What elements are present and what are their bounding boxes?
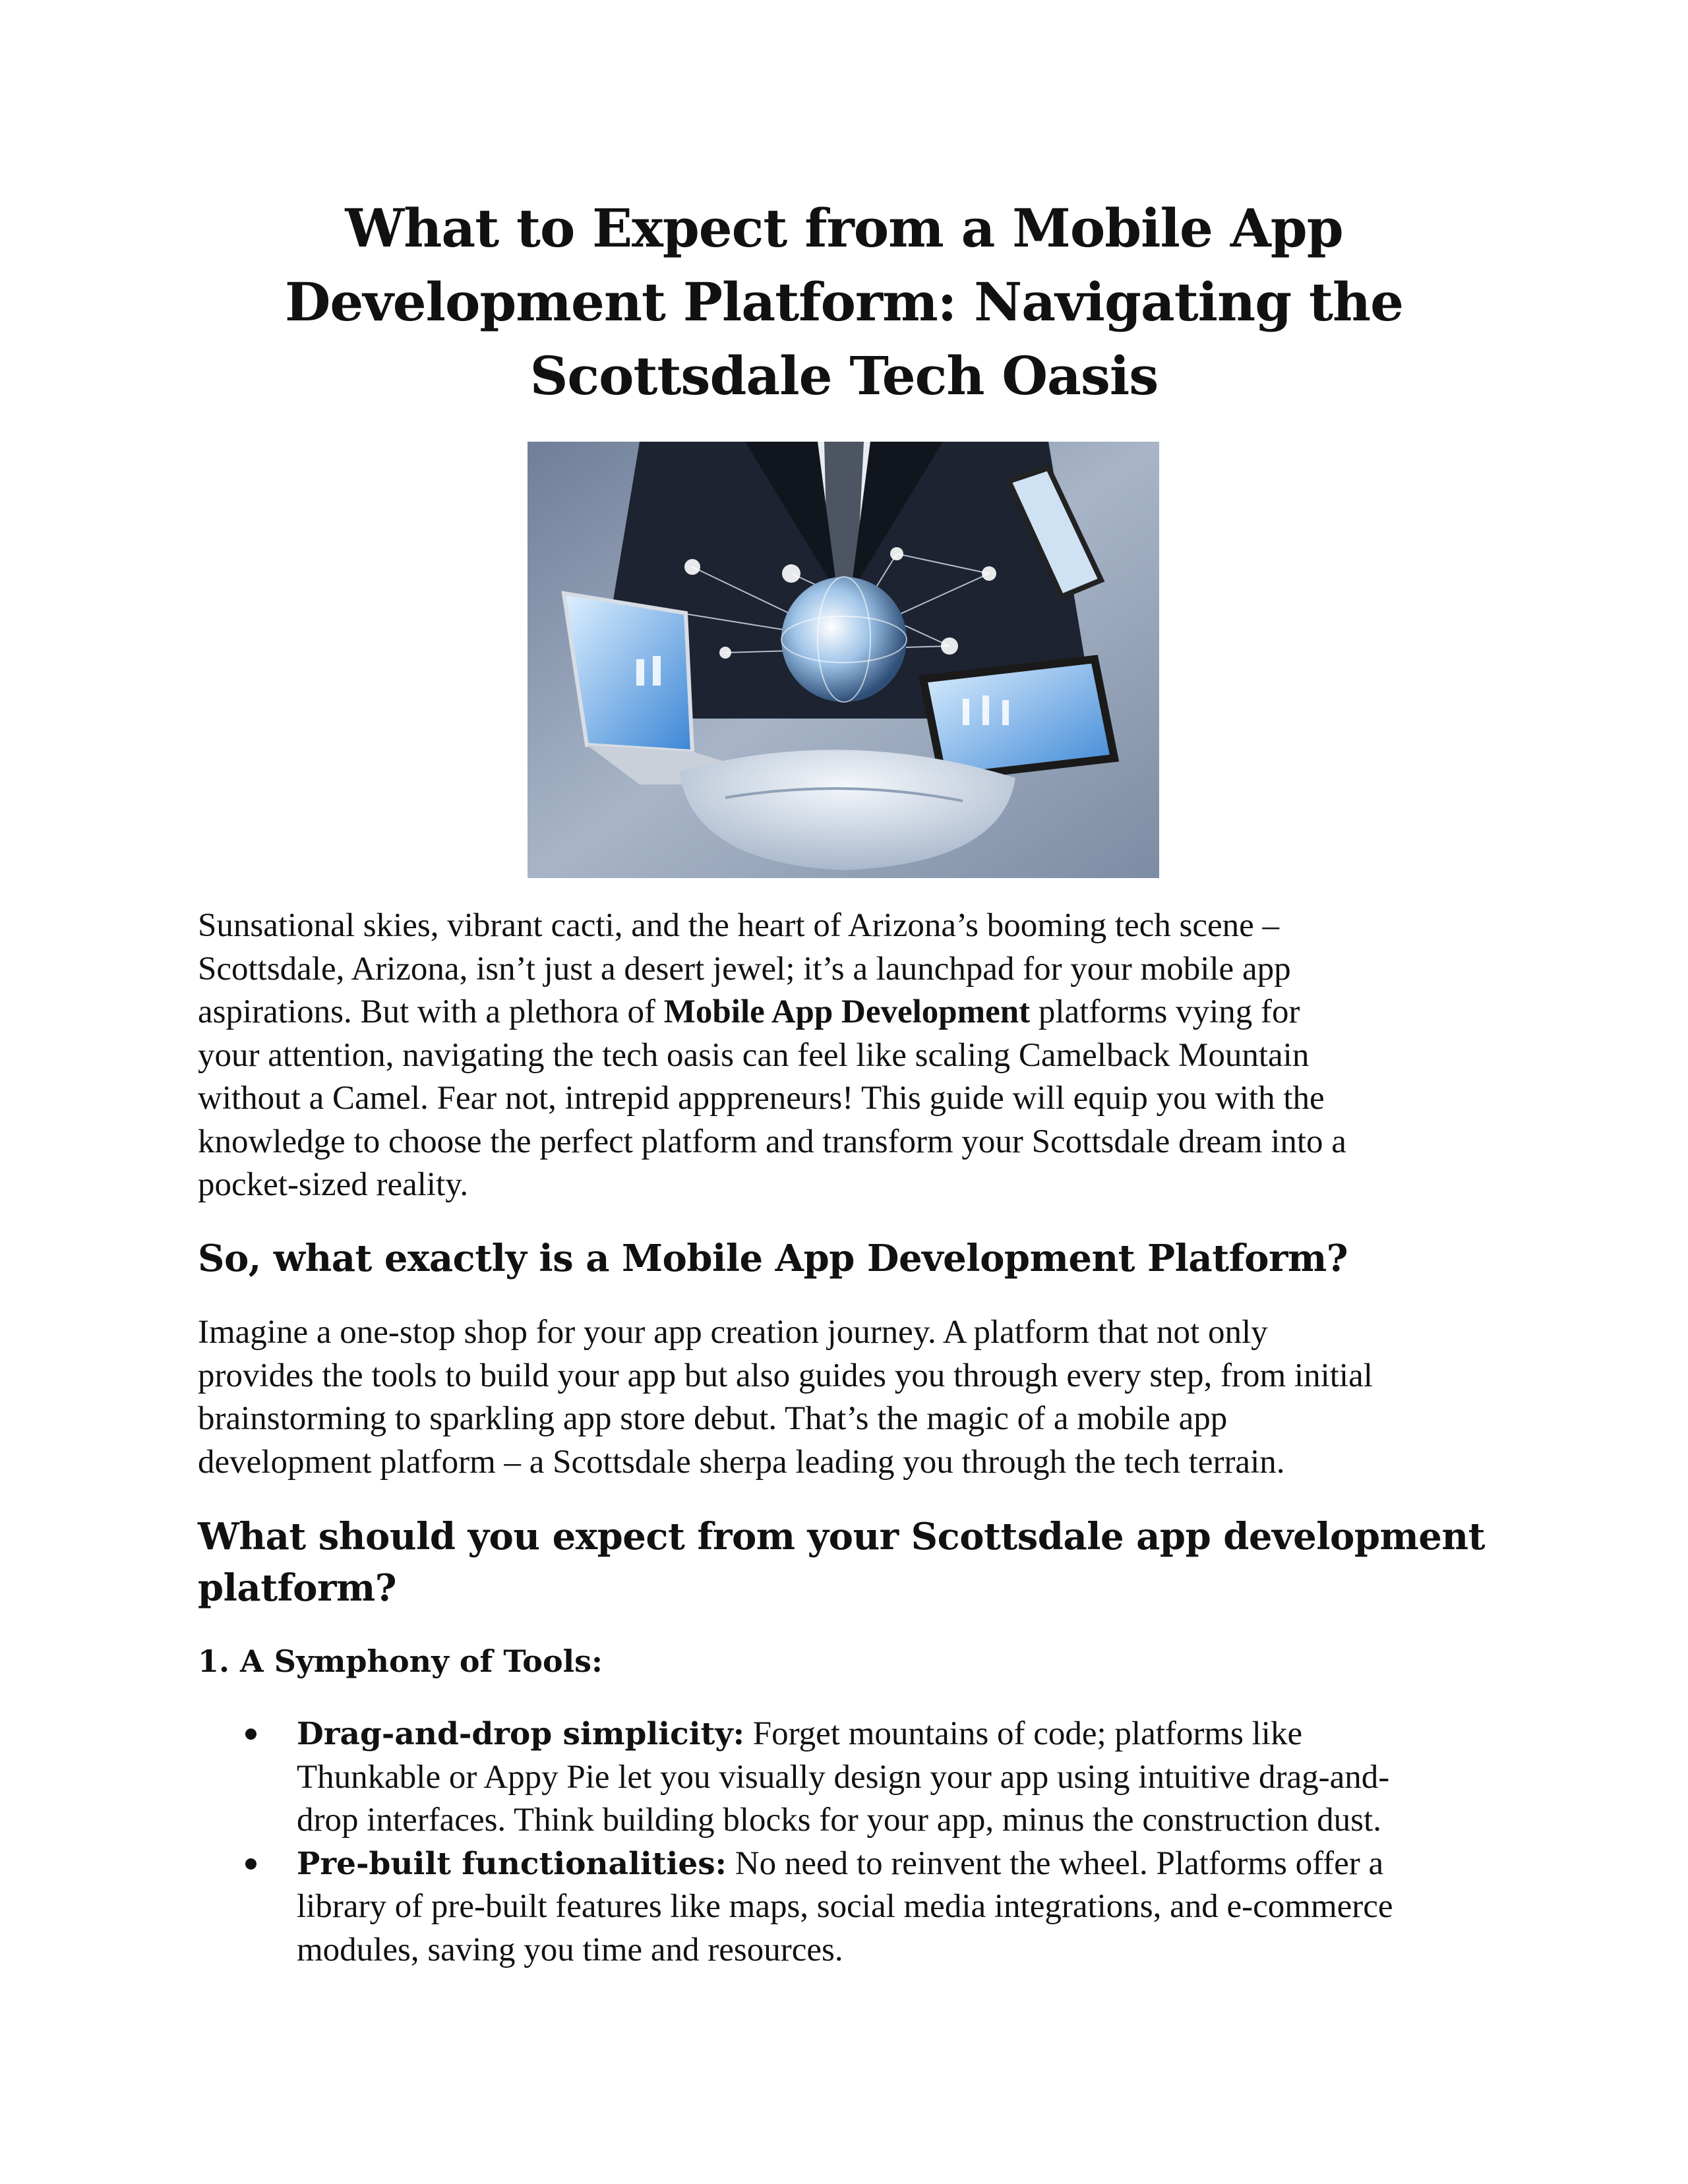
- text-run: aspirations. But with a plethora of: [198, 993, 664, 1030]
- list-item: [198, 1713, 1490, 1843]
- text-line: your attention, navigating the tech oasis can feel like scaling Camelback Mountain: [198, 1036, 1310, 1074]
- bullet-label: Pre-built functionalities:: [297, 1845, 727, 1882]
- text-line: [297, 1843, 1490, 1886]
- bold-keyword: Mobile App Development: [663, 993, 1031, 1030]
- text-line: modules, saving you time and resources.: [297, 1931, 843, 1968]
- text-line: library of pre-built features like maps, social media integrations, and e-commerce: [297, 1888, 1393, 1925]
- heading-line: So, what exactly is a Mobile App Development Platform?: [198, 1237, 1348, 1280]
- text-run: platforms vying for: [1030, 993, 1300, 1030]
- text-line: without a Camel. Fear not, intrepid apppreneurs! This guide will equip you with the: [198, 1080, 1325, 1117]
- text-run: Forget mountains of code; platforms like: [744, 1715, 1303, 1752]
- text-line: pocket-sized reality.: [198, 1166, 469, 1203]
- hero-image: [528, 442, 1159, 878]
- section1-paragraph: [198, 1311, 1490, 1484]
- text-line: brainstorming to sparkling app store debut. That’s the magic of a mobile app: [198, 1400, 1228, 1437]
- text-line: drop interfaces. Think building blocks for your app, minus the construction dust.: [297, 1802, 1381, 1839]
- bullet-list: [198, 1713, 1490, 1972]
- title-line: What to Expect from a Mobile App: [345, 197, 1343, 259]
- bullet-label: Drag-and-drop simplicity:: [297, 1716, 744, 1752]
- text-line: Sunsational skies, vibrant cacti, and the heart of Arizona’s booming tech scene –: [198, 907, 1280, 944]
- heading-line: What should you expect from your Scottsdale app development: [198, 1515, 1485, 1558]
- section-heading: [198, 1511, 1490, 1614]
- text-line: development platform – a Scottsdale sherpa leading you through the tech terrain.: [198, 1443, 1285, 1481]
- list-item: [198, 1843, 1490, 1972]
- text-line: [198, 991, 1490, 1034]
- text-line: Thunkable or Appy Pie let you visually design your app using intuitive drag-and-: [297, 1758, 1390, 1796]
- text-line: provides the tools to build your app but also guides you through every step, from initial: [198, 1357, 1373, 1394]
- title-line: Scottsdale Tech Oasis: [529, 345, 1159, 407]
- heading-line: platform?: [198, 1566, 397, 1610]
- text-line: [297, 1713, 1490, 1756]
- text-run: No need to reinvent the wheel. Platforms offer a: [727, 1845, 1384, 1882]
- text-line: Imagine a one-stop shop for your app creation journey. A platform that not only: [198, 1314, 1268, 1351]
- title-line: Development Platform: Navigating the: [284, 271, 1404, 333]
- page-title: [198, 191, 1490, 413]
- section-heading: [198, 1233, 1490, 1284]
- intro-paragraph: [198, 904, 1490, 1207]
- business-tech-hands-image: [528, 442, 1159, 878]
- bullet-icon: [245, 1728, 256, 1740]
- numbered-subheading: 1. A Symphony of Tools:: [198, 1643, 603, 1679]
- text-line: knowledge to choose the perfect platform and transform your Scottsdale dream into a: [198, 1123, 1346, 1160]
- text-line: Scottsdale, Arizona, isn’t just a desert jewel; it’s a launchpad for your mobile app: [198, 950, 1291, 988]
- bullet-icon: [245, 1858, 256, 1870]
